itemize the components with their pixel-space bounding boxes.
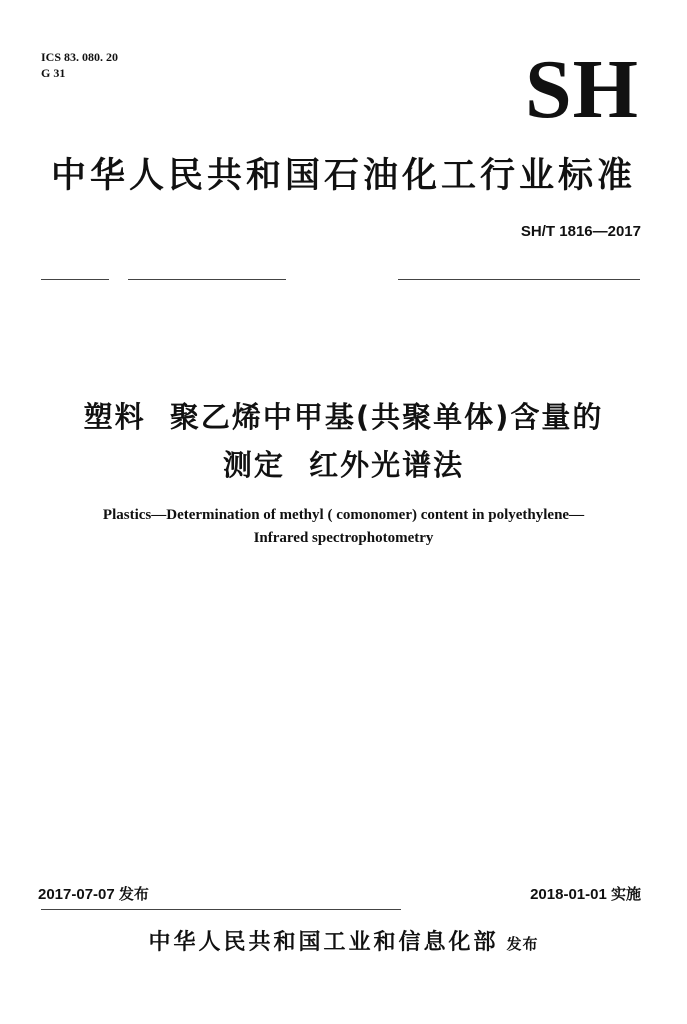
publisher-label: 发布 — [506, 935, 539, 953]
title-cn-line1: 塑料 聚乙烯中甲基(共聚单体)含量的 — [83, 400, 604, 434]
header-divider-segment — [398, 279, 640, 280]
implement-date: 2018-01-01 实施 — [530, 886, 641, 903]
org-title: 中华人民共和国石油化工行业标准 — [50, 156, 636, 196]
sh-logo: SH — [524, 43, 639, 136]
publisher — [0, 928, 687, 959]
header-divider — [41, 279, 109, 280]
ics-code: ICS 83. 080. 20 — [41, 50, 119, 64]
footer-divider — [41, 909, 401, 910]
ccs-code: G 31 — [41, 66, 66, 80]
title-en-line2: Infrared spectrophotometry — [253, 530, 434, 546]
header-divider-segment — [128, 279, 286, 280]
title-cn-line2: 测定 红外光谱法 — [222, 448, 465, 482]
publisher-name: 中华人民共和国工业和信息化部 — [148, 930, 499, 955]
title-en-line1: Plastics—Determination of methyl ( comonomer) content in polyethylene— — [102, 507, 585, 523]
issue-date: 2017-07-07 发布 — [38, 886, 149, 903]
standard-number: SH/T 1816—2017 — [520, 223, 641, 240]
